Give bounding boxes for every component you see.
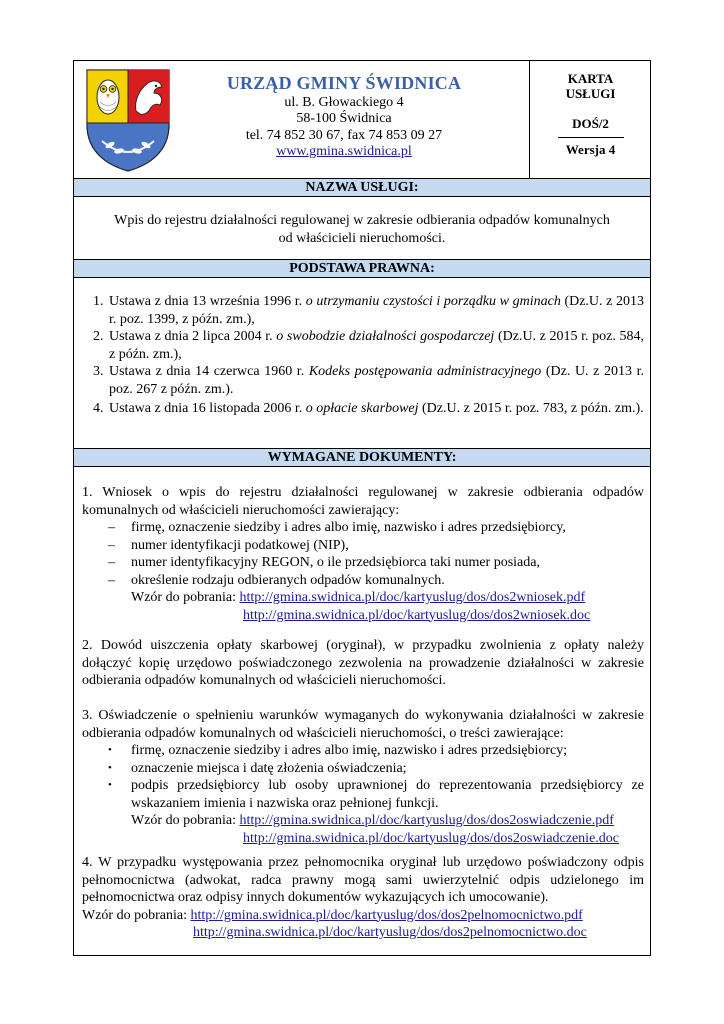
list-item: – firmę, oznaczenie siedziby i adres albo imię, nazwisko i adres przedsiębiorcy, [108, 520, 566, 535]
service-name [74, 212, 650, 247]
legal-item: 1. Ustawa z dnia 13 września 1996 r. o utrzymaniu czystości i porządku w gminach (Dz.U. z 2013 r. poz. 1399, z późn. zm.), [107, 293, 644, 328]
service-name-line1: Wpis do rejestru działalności regulowanej w zakresie odbierania odpadów komunalnych [114, 213, 610, 228]
document-4-text: 4. W przypadku występowania przez pełnomocnika oryginał lub urzędowo poświadczony odpis pełnomocnictwa (adwokat, radca prawny mogą sami uwierzytelnić odpis udzielonego im pełnomocnictwa oraz odpisy innych dokumentów wykazujących ich umocowanie). [82, 855, 644, 905]
document-1-list [82, 519, 644, 589]
legal-list [82, 293, 644, 420]
list-item: • oznaczenie miejsca i datę złożenia oświadczenia; [108, 760, 407, 776]
service-card [73, 60, 651, 956]
legal-item: 2. Ustawa z dnia 2 lipca 2004 r. o swobodzie działalności gospodarczej (Dz.U. z 2015 r. poz. 584, z późn. zm.), [107, 328, 644, 363]
download-pdf-link[interactable]: http://gmina.swidnica.pl/doc/kartyuslug/dos/dos2wniosek.pdf [239, 590, 586, 605]
office-phone: tel. 74 852 30 67, fax 74 853 09 27 [245, 127, 443, 143]
card-label-line1: KARTA [567, 71, 614, 86]
document-1-intro: 1. Wniosek o wpis do rejestru działalności regulowanej w zakresie odbierania odpadów komunalnych od właścicieli nieruchomości zawierający: [82, 485, 644, 518]
legal-item: 4. Ustawa z dnia 16 listopada 2006 r. o opłacie skarbowej (Dz.U. z 2015 r. poz. 783, z późn. zm.). [107, 398, 644, 420]
document-3-downloads: Wzór do pobrania: http://gmina.swidnica.pl/doc/kartyuslug/dos/dos2oswiadczenie.pdf http://gmina.swidnica.pl/doc/kartyuslug/dos/dos2oswiadczenie.doc [131, 813, 619, 846]
download-pdf-link[interactable]: http://gmina.swidnica.pl/doc/kartyuslug/dos/dos2oswiadczenie.pdf [239, 813, 614, 828]
download-doc-link[interactable]: http://gmina.swidnica.pl/doc/kartyuslug/dos/dos2oswiadczenie.doc [243, 830, 619, 846]
coat-of-arms-icon [84, 67, 172, 173]
download-pdf-link[interactable]: http://gmina.swidnica.pl/doc/kartyuslug/dos/dos2pelnomocnictwo.pdf [190, 907, 583, 923]
list-item: • podpis przedsiębiorcy lub osoby uprawnionej do reprezentowania przedsiębiorcy ze wskazaniem imienia i nazwiska oraz pełnionej funkcji. [108, 778, 644, 811]
office-city: 58-100 Świdnica [296, 111, 392, 126]
list-item: – określenie rodzaju odbieranych odpadów komunalnych. [108, 572, 445, 588]
legal-heading: PODSTAWA PRAWNA: [74, 259, 650, 278]
document-4 [82, 854, 644, 942]
download-doc-link[interactable]: http://gmina.swidnica.pl/doc/kartyuslug/dos/dos2pelnomocnictwo.doc [193, 925, 587, 940]
office-info [174, 75, 514, 161]
card-version: Wersja 4 [565, 142, 616, 157]
document-1-downloads: Wzór do pobrania: http://gmina.swidnica.pl/doc/kartyuslug/dos/dos2wniosek.pdf http://gmina.swidnica.pl/doc/kartyuslug/dos/dos2wniosek.doc [131, 590, 591, 623]
document-2: 2. Dowód uiszczenia opłaty skarbowej (oryginał), w przypadku zwolnienia z opłaty należy dołączyć kopię urzędowo poświadczonego zezwolenia na prowadzenie działalności w zakresie odbierania odpadów komunalnych od właścicieli nieruchomości. [82, 638, 644, 688]
document-3-intro: 3. Oświadczenie o spełnieniu warunków wymaganych do wykonywania działalności w zakresie odbierania odpadów komunalnych od właścicieli nieruchomości, o treści zawierające: [82, 708, 644, 741]
card-code: DOŚ/2 [572, 116, 609, 131]
list-item: • firmę, oznaczenie siedziby i adres albo imię, nazwisko i adres przedsiębiorcy; [108, 743, 568, 758]
download-doc-link[interactable]: http://gmina.swidnica.pl/doc/kartyuslug/dos/dos2wniosek.doc [243, 607, 591, 623]
card-label-line2: USŁUGI [565, 86, 616, 101]
documents-heading: WYMAGANE DOKUMENTY: [74, 448, 650, 467]
legal-item: 3. Ustawa z dnia 14 czerwca 1960 r. Kodeks postępowania administracyjnego (Dz. U. z 2013 r. poz. 267 z późn. zm.). [107, 363, 644, 398]
card-header [74, 61, 650, 180]
document-1 [82, 484, 644, 624]
office-street: ul. B. Głowackiego 4 [284, 94, 404, 110]
legal-basis [82, 293, 644, 420]
service-heading: NAZWA USŁUGI: [74, 178, 650, 197]
office-website-link[interactable]: www.gmina.swidnica.pl [276, 144, 412, 159]
list-item: – numer identyfikacyjny REGON, o ile przedsiębiorca taki numer posiada, [108, 555, 540, 570]
list-item: – numer identyfikacji podatkowej (NIP), [108, 537, 349, 553]
card-divider [558, 137, 624, 138]
document-3 [82, 707, 644, 847]
office-name: URZĄD GMINY ŚWIDNICA [226, 73, 462, 93]
document-4-downloads: Wzór do pobrania: http://gmina.swidnica.pl/doc/kartyuslug/dos/dos2pelnomocnictwo.pdf http://gmina.swidnica.pl/doc/kartyuslug/dos/dos2pelnomocnictwo.doc [82, 907, 587, 940]
card-meta [529, 61, 651, 179]
service-name-line2: od właścicieli nieruchomości. [278, 230, 446, 246]
document-3-list [82, 742, 644, 812]
